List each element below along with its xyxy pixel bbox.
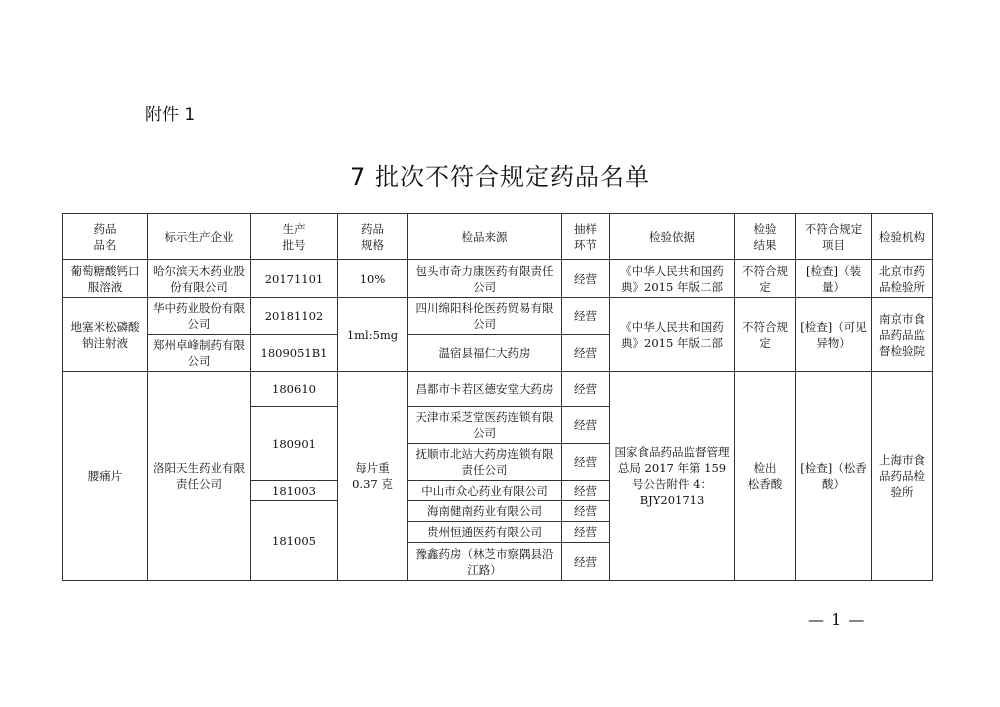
manufacturer: 洛阳天生药业有限责任公司: [148, 372, 251, 581]
header-cell: 生产 批号: [251, 214, 338, 260]
test-result: 不符合规定: [735, 298, 796, 372]
failed-item: [检查]（装量）: [796, 260, 872, 298]
test-basis: 《中华人民共和国药典》2015 年版二部: [610, 298, 735, 372]
drug-name: 地塞米松磷酸钠注射液: [63, 298, 148, 372]
header-row: [63, 214, 933, 260]
sampling-stage: 经营: [562, 543, 610, 581]
header-cell: 标示生产企业: [148, 214, 251, 260]
sampling-stage: 经营: [562, 335, 610, 372]
drug-spec: 1ml:5mg: [338, 298, 408, 372]
sampling-stage: 经营: [562, 444, 610, 481]
table-row: [63, 260, 933, 298]
sampling-stage: 经营: [562, 372, 610, 407]
sampling-stage: 经营: [562, 298, 610, 335]
sample-source: 抚顺市北站大药房连锁有限责任公司: [408, 444, 562, 481]
sampling-stage: 经营: [562, 501, 610, 522]
manufacturer: 华中药业股份有限公司: [148, 298, 251, 335]
test-result: 检出 松香酸: [735, 372, 796, 581]
failed-item: [检查]（松香酸）: [796, 372, 872, 581]
test-lab: 南京市食品药品监督检验院: [872, 298, 933, 372]
test-lab: 上海市食品药品检验所: [872, 372, 933, 581]
drug-name: 葡萄糖酸钙口服溶液: [63, 260, 148, 298]
header-cell: 抽样 环节: [562, 214, 610, 260]
sampling-stage: 经营: [562, 522, 610, 543]
sample-source: 温宿县福仁大药房: [408, 335, 562, 372]
drug-table: [62, 213, 933, 581]
sampling-stage: 经营: [562, 260, 610, 298]
sampling-stage: 经营: [562, 407, 610, 444]
sample-source: 四川绵阳科伦医药贸易有限公司: [408, 298, 562, 335]
test-basis: 《中华人民共和国药典》2015 年版二部: [610, 260, 735, 298]
table-row: [63, 372, 933, 407]
drug-name: 腰痛片: [63, 372, 148, 581]
batch-number: 180610: [251, 372, 338, 407]
header-cell: 检验机构: [872, 214, 933, 260]
header-cell: 检验 结果: [735, 214, 796, 260]
page-number: — 1 —: [808, 610, 866, 629]
header-cell: 药品 规格: [338, 214, 408, 260]
attachment-label: 附件 1: [145, 105, 196, 125]
sampling-stage: 经营: [562, 481, 610, 501]
failed-item: [检查]（可见异物）: [796, 298, 872, 372]
manufacturer: 哈尔滨天木药业股份有限公司: [148, 260, 251, 298]
sample-source: 天津市采芝堂医药连锁有限公司: [408, 407, 562, 444]
test-result: 不符合规定: [735, 260, 796, 298]
sample-source: 昌都市卡若区德安堂大药房: [408, 372, 562, 407]
page-title: 7 批次不符合规定药品名单: [350, 163, 650, 191]
manufacturer: 郑州卓峰制药有限公司: [148, 335, 251, 372]
test-lab: 北京市药品检验所: [872, 260, 933, 298]
sample-source: 中山市众心药业有限公司: [408, 481, 562, 501]
sample-source: 包头市奇力康医药有限责任公司: [408, 260, 562, 298]
sample-source: 海南健南药业有限公司: [408, 501, 562, 522]
table-row: [63, 298, 933, 335]
batch-number: 181005: [251, 501, 338, 581]
header-cell: 检品来源: [408, 214, 562, 260]
header-cell: 不符合规定 项目: [796, 214, 872, 260]
batch-number: 20171101: [251, 260, 338, 298]
header-cell: 药品 品名: [63, 214, 148, 260]
header-cell: 检验依据: [610, 214, 735, 260]
batch-number: 1809051B1: [251, 335, 338, 372]
batch-number: 180901: [251, 407, 338, 481]
test-basis: 国家食品药品监督管理总局 2017 年第 159 号公告附件 4：BJY201713: [610, 372, 735, 581]
batch-number: 20181102: [251, 298, 338, 335]
sample-source: 贵州恒通医药有限公司: [408, 522, 562, 543]
batch-number: 181003: [251, 481, 338, 501]
drug-spec: 每片重 0.37 克: [338, 372, 408, 581]
drug-spec: 10%: [338, 260, 408, 298]
sample-source: 豫鑫药房（林芝市察隅县沿江路）: [408, 543, 562, 581]
